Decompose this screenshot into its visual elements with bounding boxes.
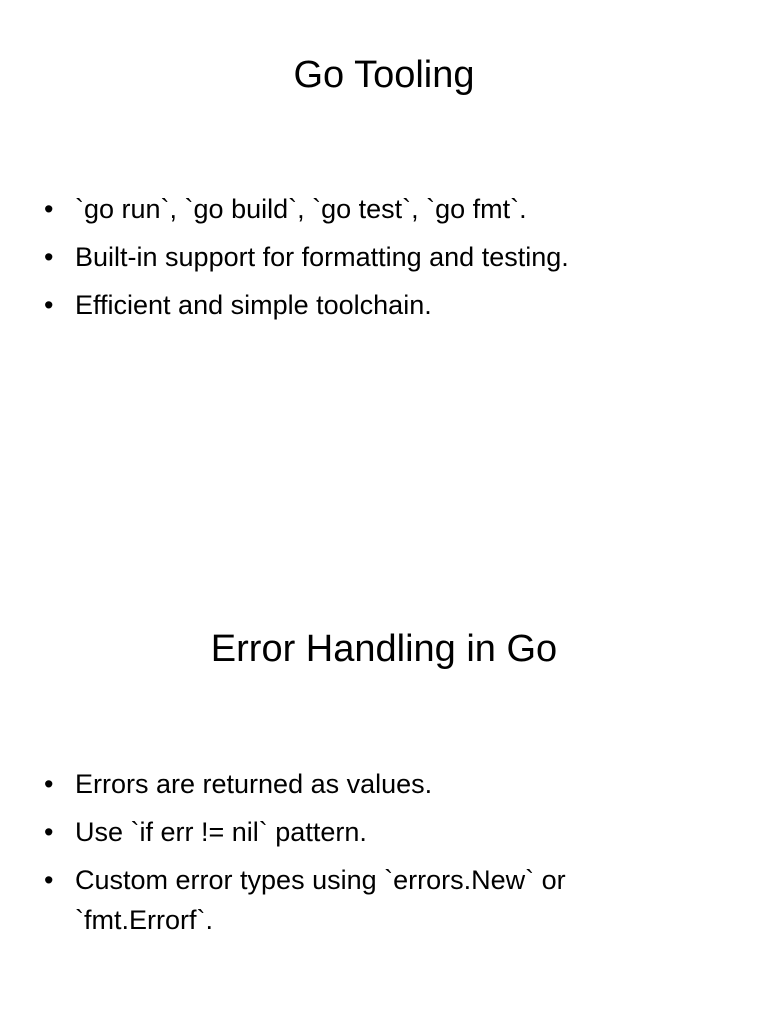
bullet-text: `go run`, `go build`, `go test`, `go fmt`. (75, 194, 527, 224)
bullet-icon: • (44, 817, 54, 847)
bullet-text: Custom error types using `errors.New` or `fmt.Errorf`. (75, 865, 566, 935)
list-item (44, 764, 684, 804)
bullet-text: Use `if err != nil` pattern. (75, 817, 367, 847)
bullet-list (44, 764, 684, 948)
bullet-text: Efficient and simple toolchain. (75, 290, 432, 320)
list-item (44, 812, 684, 852)
bullet-text: Errors are returned as values. (75, 769, 433, 799)
bullet-text: Built-in support for formatting and testing. (75, 242, 569, 272)
slide-error-handling (0, 576, 768, 1024)
bullet-icon: • (44, 194, 54, 224)
bullet-icon: • (44, 865, 54, 895)
list-item (44, 237, 684, 277)
bullet-icon: • (44, 290, 54, 320)
bullet-icon: • (44, 242, 54, 272)
list-item (44, 860, 684, 940)
bullet-list (44, 189, 684, 333)
slide-title: Go Tooling (293, 54, 475, 96)
bullet-icon: • (44, 769, 54, 799)
list-item (44, 189, 684, 229)
slide-title: Error Handling in Go (210, 628, 558, 670)
list-item (44, 285, 684, 325)
